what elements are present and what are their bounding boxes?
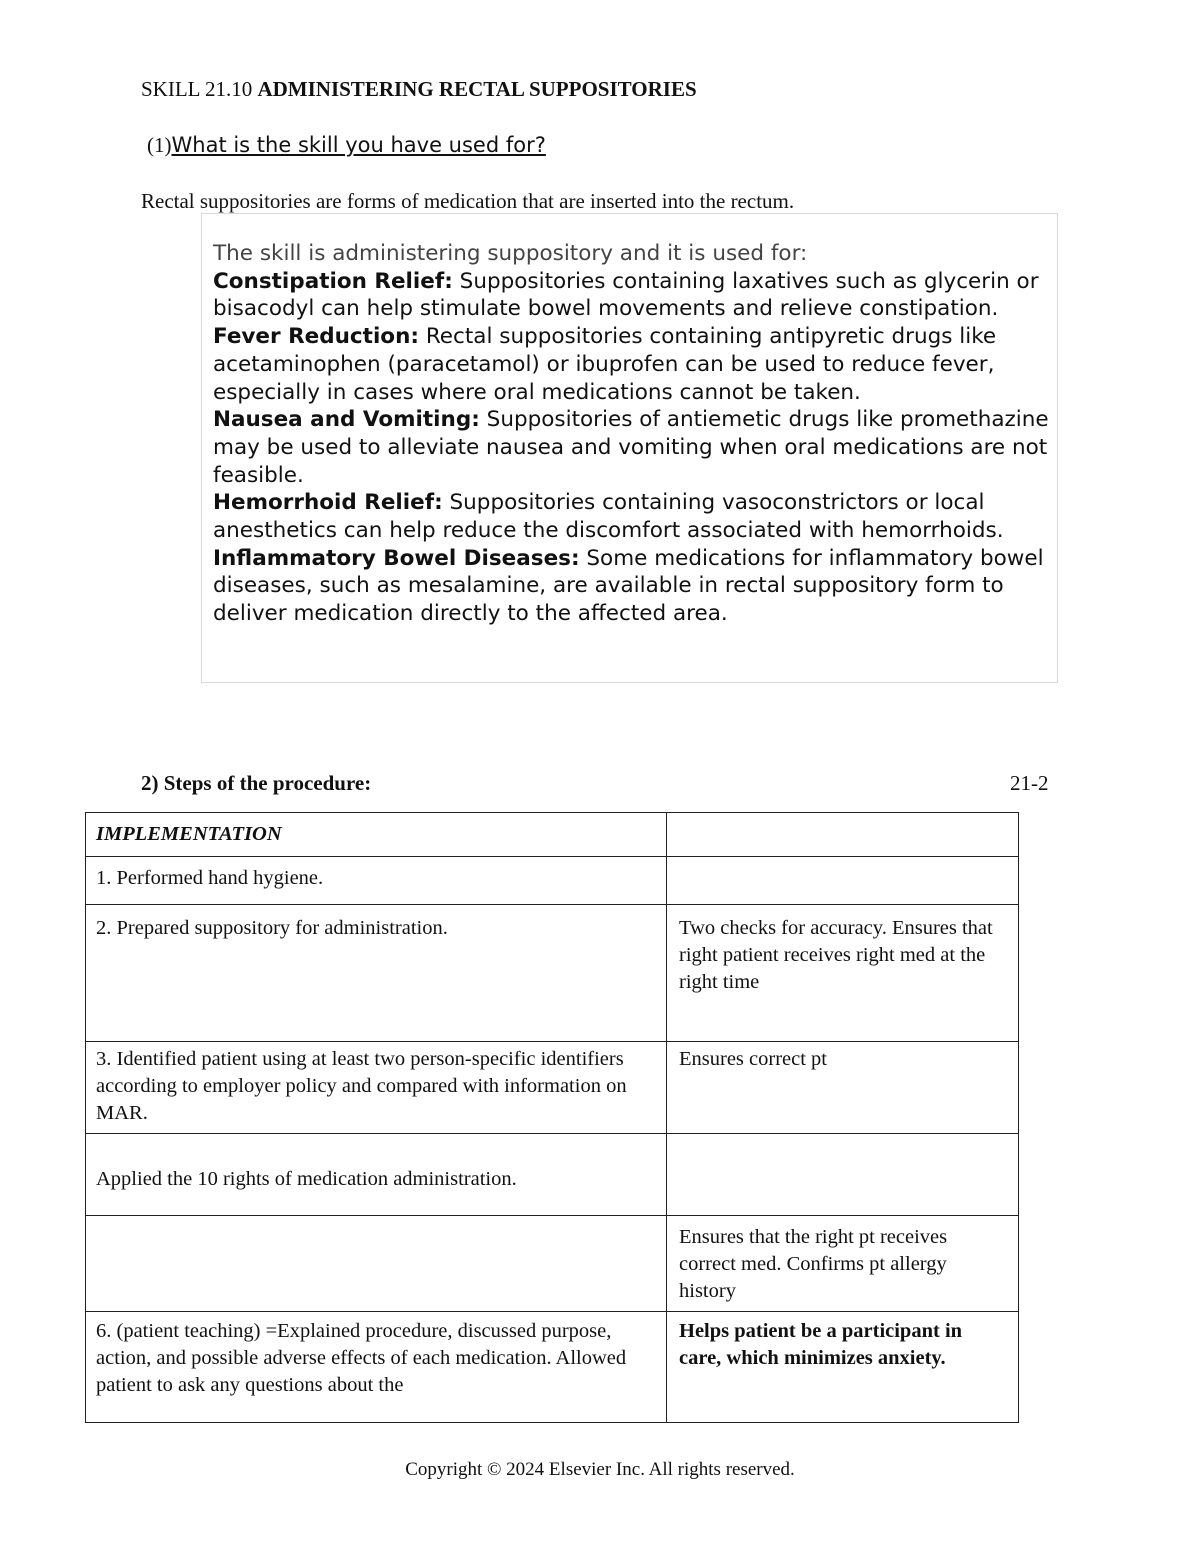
use-item-text: Suppositories containing vasoconstrictors or local anesthetics can help reduce the discomfort associated with hemorrhoids.	[213, 490, 1004, 544]
table-header-row	[86, 813, 1019, 857]
table-row	[86, 1134, 1019, 1216]
use-item-title: Constipation Relief:	[213, 268, 453, 294]
table-row	[86, 1042, 1019, 1134]
use-item-title: Nausea and Vomiting:	[213, 407, 480, 433]
use-item-text: Some medications for inflammatory bowel diseases, such as mesalamine, are available in rectal suppository form to deliver medication directly to the affected area.	[213, 545, 1044, 627]
use-item-nausea	[213, 406, 1063, 489]
skill-number: SKILL 21.10	[141, 77, 253, 101]
uses-intro: The skill is administering suppository and it is used for:	[213, 241, 808, 266]
use-item-fever	[213, 323, 1063, 406]
step-cell: 2. Prepared suppository for administration.	[86, 905, 667, 1042]
implementation-header: IMPLEMENTATION	[86, 813, 667, 857]
table-row	[86, 1216, 1019, 1312]
use-item-text: Suppositories of antiemetic drugs like promethazine may be used to alleviate nausea and vomiting when oral medications are not feasible.	[213, 407, 1049, 488]
table-row	[86, 905, 1019, 1042]
rationale-cell: Ensures that the right pt receives correct med. Confirms pt allergy history	[667, 1216, 1019, 1312]
question-1-prefix: (1)	[147, 133, 172, 157]
table-cell-empty	[667, 813, 1019, 857]
uses-text-box	[201, 213, 1058, 683]
step-cell: Applied the 10 rights of medication administration.	[86, 1134, 667, 1216]
step-cell	[86, 1216, 667, 1312]
step-cell: 3. Identified patient using at least two person-specific identifiers according to employer policy and compared with information on MAR.	[86, 1042, 667, 1134]
uses-content	[213, 240, 1063, 628]
use-item-text: Suppositories containing laxatives such as glycerin or bisacodyl can help stimulate bowel movements and relieve constipation.	[213, 268, 1039, 322]
use-item-hemorrhoid	[213, 489, 1063, 544]
use-item-ibd	[213, 545, 1063, 628]
table-row	[86, 1312, 1019, 1423]
rationale-cell: Helps patient be a participant in care, which minimizes anxiety.	[667, 1312, 1019, 1423]
copyright-footer: Copyright © 2024 Elsevier Inc. All rights reserved.	[405, 1459, 795, 1480]
use-item-constipation	[213, 268, 1063, 323]
rationale-cell: Ensures correct pt	[667, 1042, 1019, 1134]
intro-paragraph: Rectal suppositories are forms of medication that are inserted into the rectum.	[141, 189, 795, 213]
skill-title: ADMINISTERING RECTAL SUPPOSITORIES	[257, 77, 697, 101]
page-number: 21-2	[1010, 771, 1049, 795]
rationale-cell	[667, 1134, 1019, 1216]
rationale-cell: Two checks for accuracy. Ensures that right patient receives right med at the right time	[667, 905, 1019, 1042]
step-cell: 1. Performed hand hygiene.	[86, 857, 667, 905]
question-1-text: What is the skill you have used for?	[171, 133, 546, 157]
steps-heading: 2) Steps of the procedure:	[141, 771, 372, 795]
procedure-table	[85, 812, 1019, 1423]
question-1	[147, 133, 546, 158]
use-item-title: Inflammatory Bowel Diseases:	[213, 545, 580, 571]
table-row	[86, 857, 1019, 905]
rationale-cell	[667, 857, 1019, 905]
use-item-title: Fever Reduction:	[213, 324, 419, 350]
step-cell: 6. (patient teaching) =Explained procedure, discussed purpose, action, and possible adverse effects of each medication. Allowed patient to ask any questions about the	[86, 1312, 667, 1423]
skill-heading	[141, 77, 697, 102]
use-item-text: Rectal suppositories containing antipyretic drugs like acetaminophen (paracetamol) or ibuprofen can be used to reduce fever, especially in cases where oral medications cannot be taken.	[213, 324, 997, 405]
use-item-title: Hemorrhoid Relief:	[213, 490, 443, 516]
